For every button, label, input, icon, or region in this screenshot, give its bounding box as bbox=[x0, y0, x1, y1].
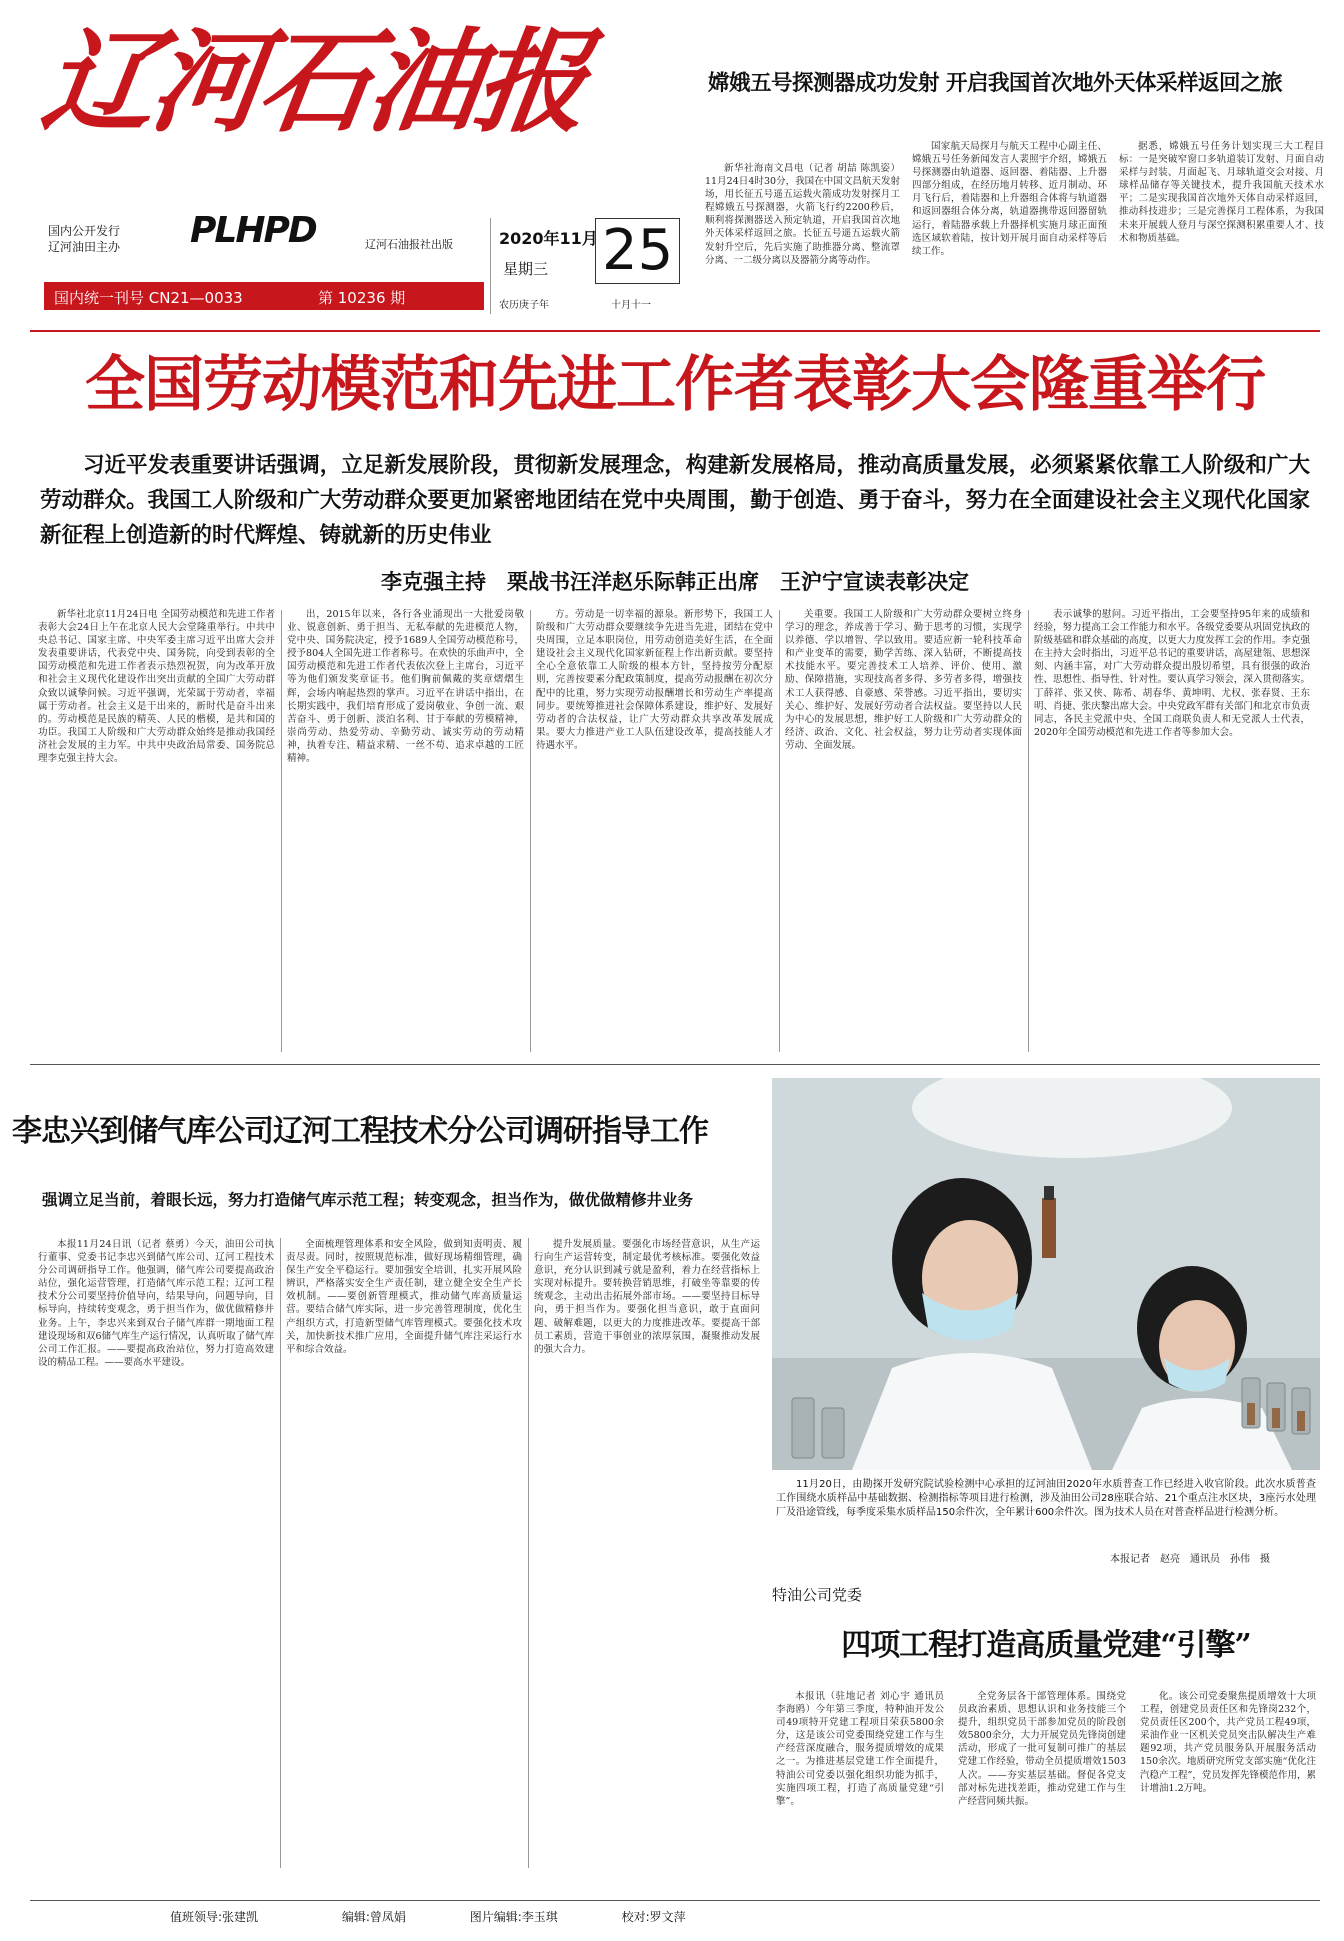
date-day: 25 bbox=[595, 218, 680, 284]
footer bbox=[170, 1908, 1170, 1925]
main-col-3: 方。劳动是一切幸福的源泉。新形势下，我国工人阶级和广大劳动群众要继续争先进当先进，团结在党中央周围，立足本职岗位，用劳动创造美好生活，在全面建设社会主义现代化国家新征程上作出新贡献。要坚持全心全意依靠工人阶级的根本方针，坚持按劳分配原则，完善按要素分配政策制度，提高劳动报酬在初次分配中的比重，努力实现劳动报酬增长和劳动生产率提高同步。要统筹推进社会保障体系建设，维护好、发展好劳动者的合法权益，让广大劳动群众共享改革发展成果。要大力推进产业工人队伍建设改革，提高技能人才待遇水平。 bbox=[536, 609, 773, 751]
footer-duty-editor: 值班领导:张建凯 bbox=[170, 1910, 259, 1924]
footer-photo-editor: 图片编辑:李玉琪 bbox=[469, 1910, 558, 1924]
masthead-divider bbox=[30, 330, 1320, 332]
col-rule bbox=[1028, 610, 1029, 1052]
top-story-col-3: 据悉，嫦娥五号任务计划实现三大工程目标：一是突破窄窗口多轨道装订发射、月面自动采样与封装、月面起飞、月球轨道交会对接、月球样品储存等关键技术，提升我国航天技术水平；二是实现我国首次地外天体自动采样返回，推动科技进步；三是完善探月工程体系，为我国未来开展载人登月与深空探测积累重要人才、技术和物质基础。 bbox=[1119, 141, 1324, 244]
date-box bbox=[490, 218, 681, 314]
top-story-col-1: 新华社海南文昌电（记者 胡喆 陈凯姿）11月24日4时30分，我国在中国文昌航天发射场，用长征五号遥五运载火箭成功发射探月工程嫦娥五号探测器，火箭飞行约2200秒后，顺利将探测器送入预定轨道，开启我国首次地外天体采样返回之旅。长征五号遥五运载火箭发射升空后，先后实施了助推器分离、整流罩分离、一二级分离以及器箭分离等动作。 bbox=[705, 163, 900, 266]
date-year-month: 2020年11月 bbox=[499, 229, 598, 248]
masthead-logo: 辽河石油报 bbox=[34, 17, 594, 148]
date-weekday: 星期三 bbox=[503, 260, 549, 278]
main-col-2: 出，2015年以来，各行各业涌现出一大批爱岗敬业、锐意创新、勇于担当、无私奉献的先进模范人物，党中央、国务院决定，授予1689人全国劳动模范称号，授予804人全国先进工作者称号。在欢快的乐曲声中，全国劳动模范和先进工作者代表依次登上主席台，习近平等为他们颁发奖章证书。他们胸前佩戴的奖章熠熠生辉，会场内响起热烈的掌声。习近平在讲话中指出，在长期实践中，我们培育形成了爱岗敬业、争创一流、艰苦奋斗、勇于创新、淡泊名利、甘于奉献的劳模精神，崇尚劳动、热爱劳动、辛勤劳动、诚实劳动的劳动精神，执着专注、精益求精、一丝不苟、追求卓越的工匠精神。 bbox=[287, 609, 524, 765]
col-rule bbox=[528, 1238, 529, 1868]
issue-number: 第 10236 期 bbox=[318, 289, 406, 307]
main-col-5: 表示诚挚的慰问。习近平指出，工会要坚持95年来的成绩和经验，努力提高工会工作能力和水平。各级党委要从巩固党执政的阶级基础和群众基础的高度，以更大力度发挥工会的作用。李克强在主持大会时指出，习近平总书记的重要讲话，高屋建瓴、思想深刻、内涵丰富，对广大劳动群众提出殷切希望，具有很强的政治性、思想性、指导性、针对性。要认真学习领会，深入贯彻落实。丁薛祥、张又侠、陈希、胡春华、黄坤明、尤权、张春贤、王东明、肖捷、张庆黎出席大会。中央党政军群有关部门和北京市负责同志，各民主党派中央、全国工商联负责人和无党派人士代表，2020年全国劳动模范和先进工作者等参加大会。 bbox=[1034, 609, 1310, 738]
photo-caption: 11月20日，由勘探开发研究院试验检测中心承担的辽河油田2020年水质普查工作已经进入收官阶段。此次水质普查工作围绕水质样品中基础数据、检测指标等项目进行检测，涉及油田公司28座联合站、21个重点注水区块，3座污水处理厂及沿途管线，每季度采集水质样品150余件次，全年累计600余件次。图为技术人员在对普查样品进行检测分析。 bbox=[776, 1479, 1316, 1518]
section-divider bbox=[30, 1064, 1320, 1065]
issuer-line-1: 国内公开发行 bbox=[48, 224, 121, 238]
main-deck: 习近平发表重要讲话强调，立足新发展阶段，贯彻新发展理念，构建新发展格局，推动高质量发展，必须紧紧依靠工人阶级和广大劳动群众。我国工人阶级和广大劳动群众要更加紧密地团结在党中央周围，勤于创造、勇于奋斗，努力在全面建设社会主义现代化国家新征程上创造新的时代辉煌、铸就新的历史伟业 bbox=[40, 453, 1310, 548]
main-col-4: 关重要。我国工人阶级和广大劳动群众要树立终身学习的理念，养成善于学习、勤于思考的习惯，实现学以养德、学以增智、学以致用。要适应新一轮科技革命和产业变革的需要，勤学苦练、深入钻研，不断提高技术技能水平。要完善技术工人培养、评价、使用、激励、保障措施，实现技高者多得、多劳者多得，增强技术工人获得感、自豪感、荣誉感。习近平指出，要切实关心、维护好、发展好劳动者合法权益。要坚持以人民为中心的发展思想，维护好工人阶级和广大劳动群众的经济、政治、文化、社会权益，努力让劳动者实现体面劳动、全面发展。 bbox=[785, 609, 1022, 751]
story2-col-1: 本报11月24日讯（记者 蔡勇）今天，油田公司执行董事、党委书记李忠兴到储气库公司、辽河工程技术分公司调研指导工作。他强调，储气库公司要提高政治站位，强化运营管理，打造储气库示范工程；辽河工程技术分公司要坚持价值导向，结果导向，问题导向，目标导向，持续转变观念，勇于担当作为，做优做精修井业务。上午，李忠兴来到双台子储气库群一期地面工程建设现场和双6储气库生产运行情况，认真听取了储气库公司工作汇报。——要提高政治站位，努力打造高效建设的精品工程。——要高水平建设。 bbox=[38, 1239, 274, 1368]
footer-rule bbox=[30, 1900, 1320, 1901]
main-subhead: 李克强主持 栗战书汪洋赵乐际韩正出席 王沪宁宣读表彰决定 bbox=[381, 570, 969, 594]
col-rule bbox=[530, 610, 531, 1052]
story2-col-3: 提升发展质量。要强化市场经营意识，从生产运行向生产运营转变，制定最优考核标准。要强化效益意识，充分认识到减亏就是盈利，着力在经营指标上实现对标提升。要转换营销思维，打破坐等靠要的传统观念，主动出击拓展外部市场。——要坚持目标导向，勇于担当作为。要强化担当意识，敢于直面问题、破解难题，以更大的力度推进改革。要提高干部员工素质，营造干事创业的浓厚氛围，凝聚推动发展的强大合力。 bbox=[534, 1239, 760, 1355]
story3-col-2: 全党务层各干部管理体系。围绕党员政治素质、思想认识和业务技能三个提升，组织党员干部参加党员的阶段创效5800余分，大力开展党员先锋岗创建活动，形成了一批可复制可推广的基层党建工作经验，带动全员提质增效1503人次。——夯实基层基础。督促各党支部对标先进找差距，推动党建工作与生产经营同频共振。 bbox=[958, 1691, 1126, 1807]
main-col-1: 新华社北京11月24日电 全国劳动模范和先进工作者表彰大会24日上午在北京人民大会堂隆重举行。中共中央总书记、国家主席、中央军委主席习近平出席大会并发表重要讲话，代表党中央、国务院，向受到表彰的全国劳动模范和先进工作者表示热烈祝贺，向为改革开放和社会主义现代化建设作出突出贡献的全国广大劳动群众致以诚挚问候。习近平强调，光荣属于劳动者，幸福属于劳动者。社会主义是干出来的，新时代是奋斗出来的。劳动模范是民族的精英、人民的楷模，是共和国的功臣。我国工人阶级和广大劳动群众始终是推动我国经济社会发展的主力军。中共中央政治局常委、国务院总理李克强主持大会。 bbox=[38, 609, 275, 765]
col-rule bbox=[280, 1238, 281, 1868]
story2-col-2: 全面梳理管理体系和安全风险，做到知责明责、履责尽责。同时，按照规范标准，做好现场精细管理，确保生产安全平稳运行。要加强安全培训，扎实开展风险辨识，严格落实安全生产责任制，建立健全安全生产长效机制。——要创新管理模式，推动储气库高质量运营。要结合储气库实际，进一步完善管理制度，优化生产组织方式，打造新型储气库管理模式。要强化技术攻关，加快新技术推广应用，全面提升储气库注采运行水平和综合效益。 bbox=[286, 1239, 522, 1355]
story3-headline: 四项工程打造高质量党建“引擎” bbox=[841, 1628, 1251, 1663]
main-headline: 全国劳动模范和先进工作者表彰大会隆重举行 bbox=[85, 350, 1265, 420]
issuer-line-2: 辽河油田主办 bbox=[48, 240, 121, 254]
lab-photo-illustration bbox=[772, 1078, 1320, 1470]
story3-col-3: 化。该公司党委聚焦提质增效十大项工程，创建党员责任区和先锋岗232个，党员责任区200个，共产党员工程49项，采油作业一区机关党员突击队解决生产难题92项，共产党员服务队开展服务活动150余次。地质研究所党支部实施“优化注汽稳产工程”，党员发挥先锋模范作用，累计增油1.2万吨。 bbox=[1140, 1691, 1316, 1794]
publisher: 辽河石油报社出版 bbox=[365, 238, 453, 251]
col-rule bbox=[281, 610, 282, 1052]
lunar-year: 农历庚子年 bbox=[499, 300, 549, 311]
footer-editor: 编辑:曾凤娟 bbox=[341, 1910, 406, 1924]
footer-proofreader: 校对:罗文萍 bbox=[621, 1910, 686, 1924]
photo-credit: 本报记者 赵亮 通讯员 孙伟 摄 bbox=[1110, 1554, 1270, 1565]
lab-photo bbox=[772, 1078, 1320, 1470]
story3-kicker: 特油公司党委 bbox=[772, 1586, 863, 1604]
newspaper-mark: PLHPD bbox=[190, 210, 316, 251]
story3-col-1: 本报讯（驻地记者 刘心宇 通讯员 李海鸥）今年第三季度，特种油开发公司49项特开党建工程项目荣获5800余分，这是该公司党委围绕党建工作与生产经营深度融合，服务提质增效的成果之一。为推进基层党建工作全面提升，特油公司党委以强化组织功能为抓手，实施四项工程，打造了高质量党建“引擎”。 bbox=[776, 1691, 944, 1807]
top-story-title: 嫦娥五号探测器成功发射 开启我国首次地外天体采样返回之旅 bbox=[708, 71, 1282, 96]
lunar-day: 十月十一 bbox=[611, 300, 651, 311]
story2-headline: 李忠兴到储气库公司辽河工程技术分公司调研指导工作 bbox=[12, 1114, 708, 1149]
top-story-col-2: 国家航天局探月与航天工程中心副主任、嫦娥五号任务新闻发言人裴照宇介绍，嫦娥五号探测器由轨道器、返回器、着陆器、上升器四部分组成，在经历地月转移、近月制动、环月飞行后，着陆器和上升器组合体将与轨道器和返回器组合体分离，轨道器携带返回器留轨运行，着陆器承载上升器择机实施月球正面预选区域软着陆，按计划开展月面自动采样等后续工作。 bbox=[912, 141, 1107, 257]
col-rule bbox=[779, 610, 780, 1052]
cn-number: 国内统一刊号 CN21—0033 bbox=[54, 289, 243, 307]
story2-subhead: 强调立足当前，着眼长远，努力打造储气库示范工程；转变观念，担当作为，做优做精修井业务 bbox=[42, 1190, 694, 1209]
